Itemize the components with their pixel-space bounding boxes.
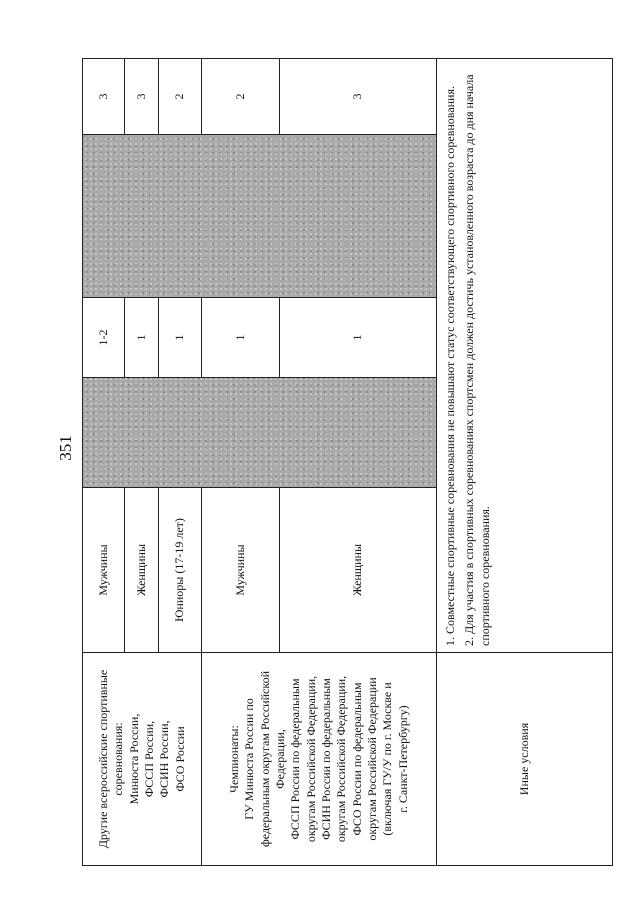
note-line: 1. Совместные спортивные соревнования не повышают статус соответствующего спортивного соревнования. [443, 85, 457, 646]
competition-name-line: г. Санкт-Петербургу) [395, 705, 410, 813]
place-cell: 1 [202, 298, 280, 378]
category-cell: Мужчины [202, 488, 280, 653]
competition-name-line: (включая ГУ/У по г. Москве и [380, 682, 395, 836]
other-conditions-label: Иные условия [437, 653, 613, 866]
competition-name-line: Другие всероссийские спортивные [95, 669, 110, 849]
value-cell: 2 [202, 59, 280, 135]
competition-name-line: Чемпионаты: [226, 725, 241, 793]
note-line: 2. Для участия в спортивных соревнованиях спортсмен должен достичь установленного возраста до дня начала спортивного соревнования. [462, 74, 492, 646]
competition-name-line: ФСО России [172, 726, 187, 792]
competition-name-line: соревнования: [111, 722, 126, 796]
competition-name-line: округам Российской Федерации, [303, 675, 318, 843]
shaded-cell [83, 378, 437, 488]
competition-name-line: ГУ Минюста России по [242, 698, 257, 820]
value-cell: 3 [83, 59, 125, 135]
competition-name-cell [202, 653, 437, 866]
competition-name-cell [83, 653, 202, 866]
competition-name-line: округам Российской Федерации [365, 677, 380, 841]
rotated-page-content [82, 59, 612, 866]
category-cell: Женщины [125, 488, 159, 653]
competition-name-line: Федерации, [272, 729, 287, 789]
category-cell: Мужчины [83, 488, 125, 653]
requirements-table [82, 58, 613, 866]
shaded-cell [83, 135, 437, 298]
competition-name-line: ФСИН России по федеральным [319, 678, 333, 840]
table-row [437, 59, 613, 866]
value-cell: 3 [125, 59, 159, 135]
page-number: 351 [56, 435, 75, 461]
category-cell: Женщины [280, 488, 437, 653]
value-cell: 3 [280, 59, 437, 135]
place-cell: 1 [125, 298, 159, 378]
competition-name-line: округам Российской Федерации, [334, 675, 349, 843]
competition-name-line: федеральным округам Российской [257, 671, 272, 847]
place-cell: 1 [159, 298, 202, 378]
competition-name-line: ФССП России, [142, 720, 156, 798]
table-row [83, 59, 125, 866]
place-cell: 1-2 [83, 298, 125, 378]
value-cell: 2 [159, 59, 202, 135]
category-cell: Юниоры (17-19 лет) [159, 488, 202, 653]
competition-name-line: ФСИН России, [157, 720, 172, 798]
other-conditions-notes [437, 59, 613, 653]
competition-name-line: ФСО России по федеральным [349, 682, 364, 836]
competition-name-line: Минюста России, [126, 713, 141, 805]
place-cell: 1 [280, 298, 437, 378]
competition-name-line: ФССП России по федеральным [288, 678, 303, 840]
